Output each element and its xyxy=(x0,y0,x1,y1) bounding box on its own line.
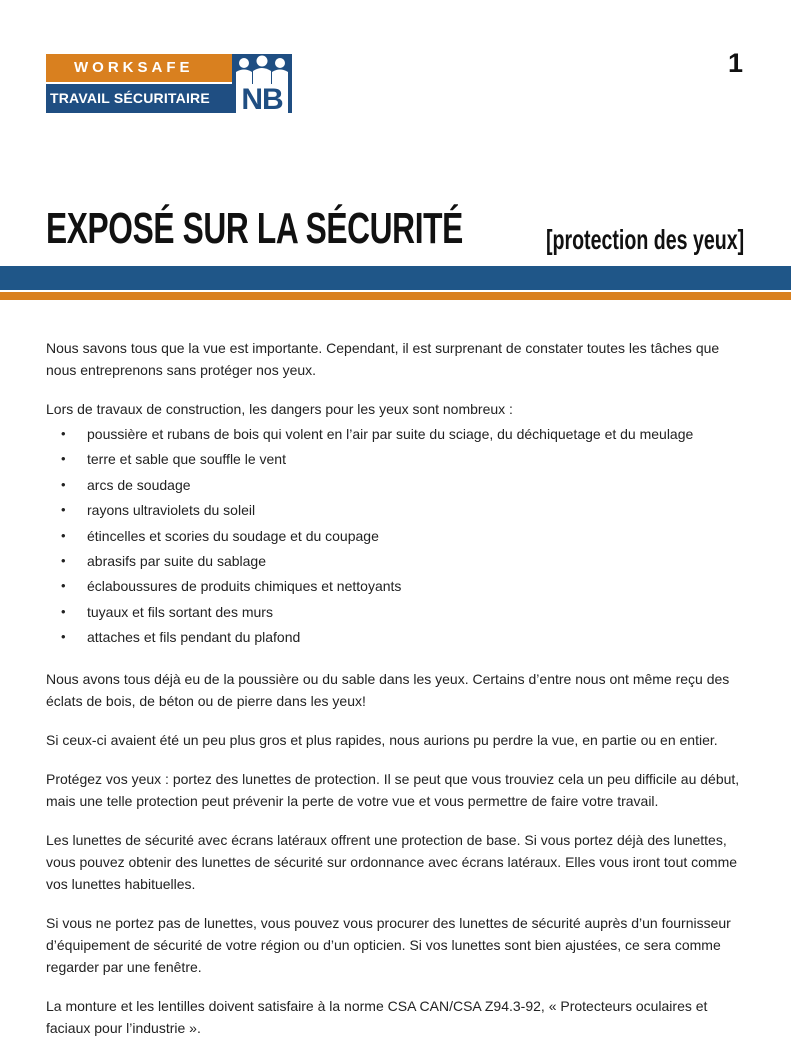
paragraph-protect-eyes: Protégez vos yeux : portez des lunettes de protection. Il se peut que vous trouviez cela un peu difficile au début, mais une telle protection peut prévenir la perte de votre vue et vous permettre de faire votre travail. xyxy=(46,770,740,809)
list-item: • arcs de soudage xyxy=(46,474,746,499)
paragraph-csa-standard: La monture et les lentilles doivent satisfaire à la norme CSA CAN/CSA Z94.3-92, « Protecteurs oculaires et faciaux pour l’industrie ». xyxy=(46,997,708,1036)
logo-travail-securitaire-text: TRAVAIL SÉCURITAIRE xyxy=(46,84,232,113)
page-number: 1 xyxy=(727,48,743,78)
header-blue-band xyxy=(0,266,791,290)
paragraph-hazards-intro: Lors de travaux de construction, les dangers pour les yeux sont nombreux : xyxy=(46,401,513,417)
list-item: • rayons ultraviolets du soleil xyxy=(46,499,746,524)
list-item: • étincelles et scories du soudage et du coupage xyxy=(46,525,746,550)
list-item: • terre et sable que souffle le vent xyxy=(46,448,746,473)
page-subtitle: [protection des yeux] xyxy=(545,224,744,255)
list-item: • tuyaux et fils sortant des murs xyxy=(46,601,746,626)
worksafe-nb-logo xyxy=(46,54,292,116)
paragraph-side-shields: Les lunettes de sécurité avec écrans latéraux offrent une protection de base. Si vous portez déjà des lunettes, vous pouvez obtenir des lunettes de sécurité sur ordonnance avec écrans latéraux. Elles vous iront tout comme vos lunettes habituelles. xyxy=(46,831,738,892)
page-title: EXPOSÉ SUR LA SÉCURITÉ xyxy=(46,204,463,253)
logo-nb-text: NB xyxy=(241,83,283,116)
paragraph-risk: Si ceux-ci avaient été un peu plus gros et plus rapides, nous aurions pu perdre la vue, en partie ou en entier. xyxy=(46,731,718,748)
logo-worksafe-text: WORKSAFE xyxy=(46,54,232,82)
document-body xyxy=(46,337,746,1056)
list-item: • éclaboussures de produits chimiques et nettoyants xyxy=(46,575,746,600)
paragraph-intro: Nous savons tous que la vue est importante. Cependant, il est surprenant de constater toutes les tâches que nous entreprenons sans protéger nos yeux. xyxy=(46,340,720,378)
list-item: • attaches et fils pendant du plafond xyxy=(46,626,746,651)
list-item: • abrasifs par suite du sablage xyxy=(46,550,746,575)
header-orange-band xyxy=(0,292,791,300)
paragraph-dust-experience: Nous avons tous déjà eu de la poussière ou du sable dans les yeux. Certains d’entre nous ont même reçu des éclats de bois, de béton ou de pierre dans les yeux! xyxy=(46,670,730,709)
paragraph-no-glasses: Si vous ne portez pas de lunettes, vous pouvez vous procurer des lunettes de sécurité auprès d’un fournisseur d’équipement de sécurité de votre région ou d’un opticien. Si vos lunettes sont bien ajustées, ce sera comme regarder par une fenêtre. xyxy=(46,914,731,975)
list-item: • poussière et rubans de bois qui volent en l’air par suite du sciage, du déchiquetage et du meulage xyxy=(46,423,746,448)
hazards-list xyxy=(46,423,746,652)
